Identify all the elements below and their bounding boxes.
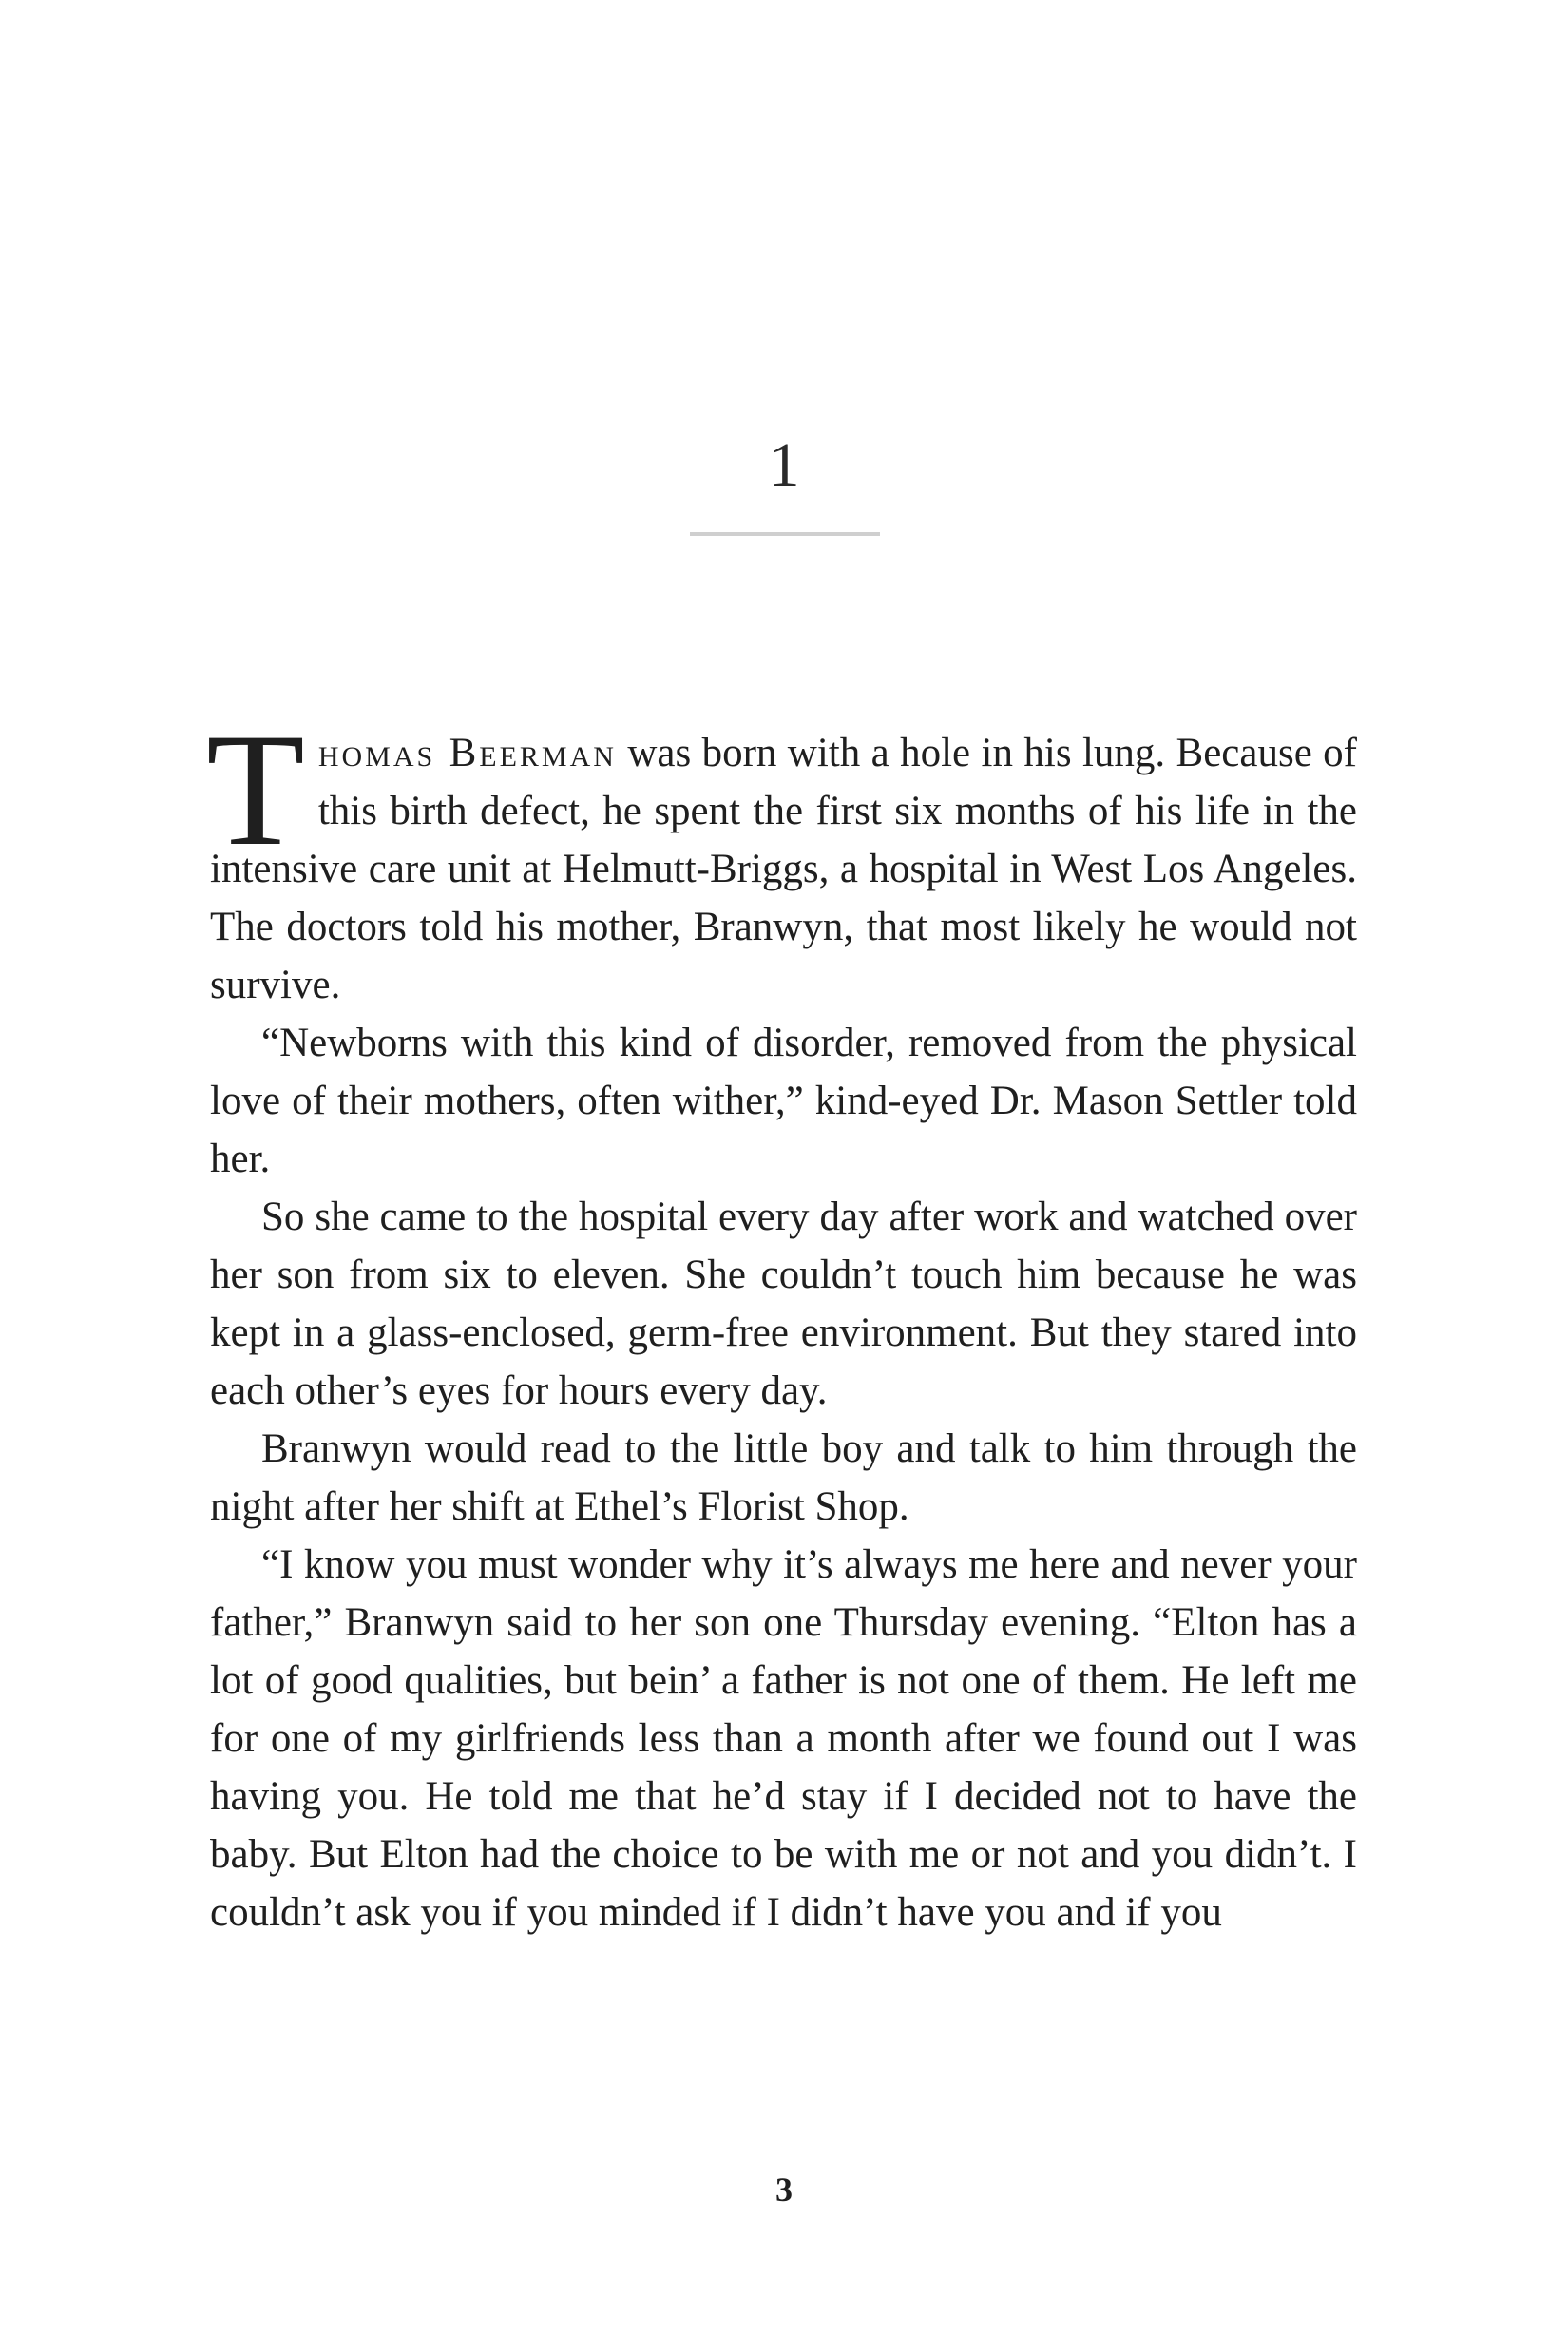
chapter-divider-rule: [690, 532, 880, 536]
drop-cap: T: [206, 700, 305, 879]
paragraph-4: Branwyn would read to the little boy and talk to him through the night after her shift at Ethel’s Florist Shop.: [210, 1426, 1357, 1529]
chapter-body: [206, 700, 1357, 1941]
paragraph-1: [206, 700, 1357, 1014]
opening-small-caps: homas Beerman: [317, 731, 617, 775]
paragraph-3: So she came to the hospital every day after work and watched over her son from six to eleven. She couldn’t touch him because he was kept in a glass-enclosed, germ-free environment. But they stared into each other’s eyes for hours every day.: [210, 1195, 1357, 1413]
paragraph-2: “Newborns with this kind of disorder, removed from the physical love of their mothers, often wither,” kind-eyed Dr. Mason Settler told her.: [210, 1021, 1357, 1181]
page-number: 3: [775, 2170, 793, 2209]
paragraph-1-text: was born with a hole in his lung. Because of this birth defect, he spent the first six months of his life in the intensive care unit at Helmutt-Briggs, a hospital in West Los Angeles. The doctors told his mother, Branwyn, that most likely he would not survive.: [210, 731, 1357, 1007]
paragraph-5: “I know you must wonder why it’s always me here and never your father,” Branwyn said to her son one Thursday evening. “Elton has a lot of good qualities, but bein’ a father is not one of them. He left me for one of my girlfriends less than a month after we found out I was having you. He told me that he’d stay if I decided not to have the baby. But Elton had the choice to be with me or not and you didn’t. I couldn’t ask you if you minded if I didn’t have you and if you: [210, 1542, 1357, 1935]
chapter-number: 1: [768, 430, 800, 500]
